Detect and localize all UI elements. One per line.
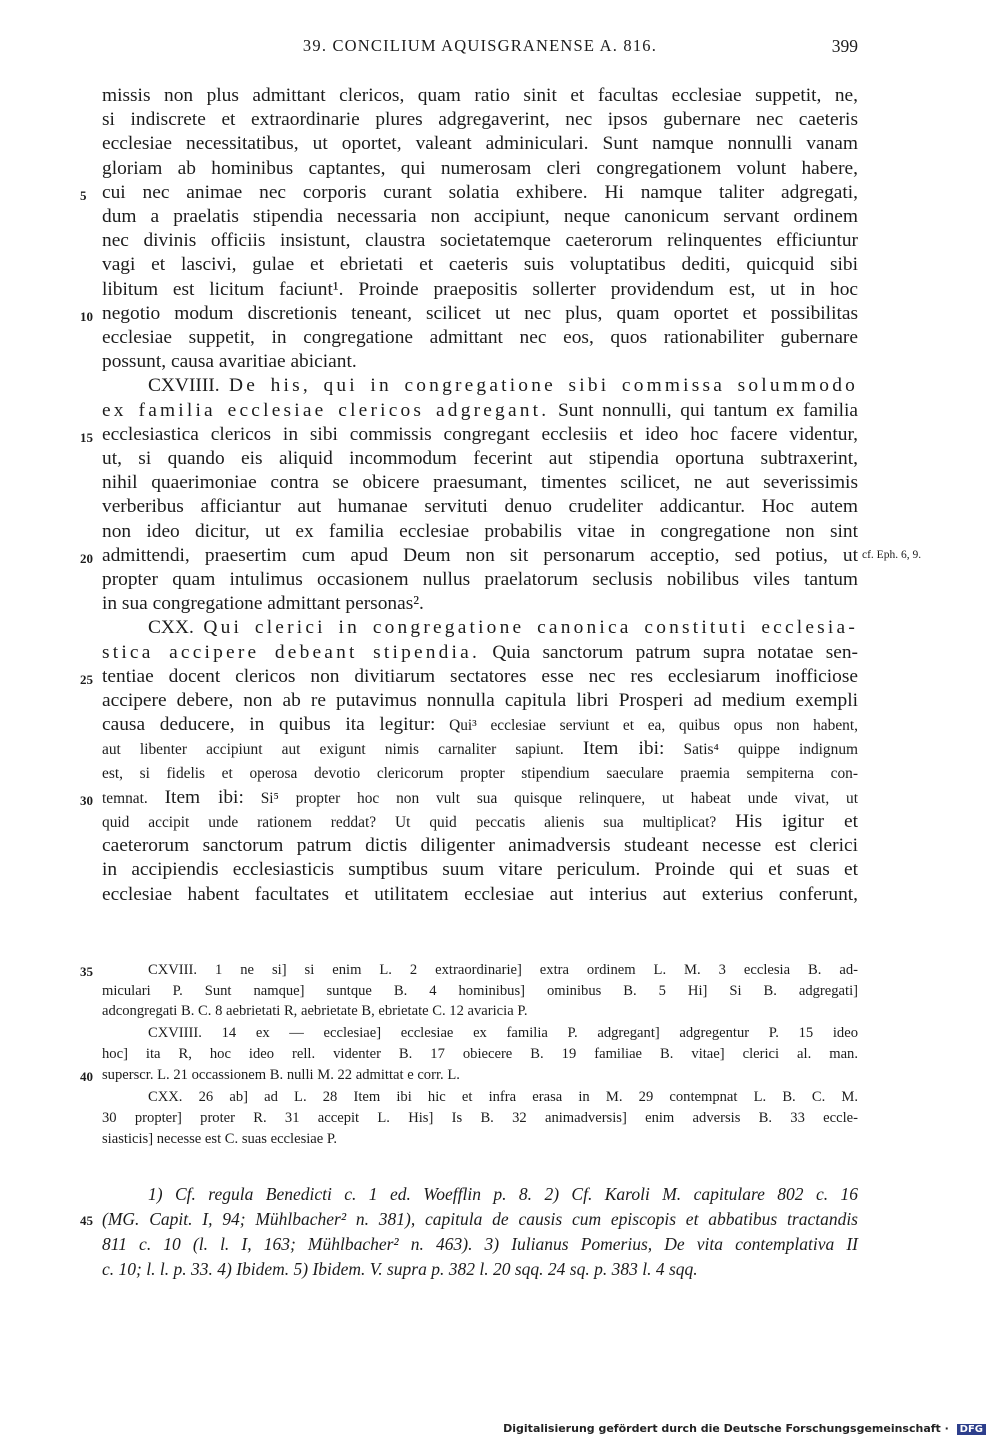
text-line [102, 713, 858, 738]
text-span: Item ibi: [164, 786, 244, 808]
text-line: dum a praelatis stipendia necessaria non accipiunt, neque canonicum servant ordinem [102, 206, 858, 227]
text-line: caeterorum sanctorum patrum dictis diligenter animadversis studeant necesse est clerici [102, 835, 858, 857]
text-line: nec divinis officiis insistunt, claustra societatemque caeterorum relinquentes efficiuntur [102, 230, 858, 252]
apparatus-line: CXX. 26 ab] ad L. 28 Item ibi hic et infra erasa in M. 29 contempnat L. B. C. M. [148, 1089, 858, 1105]
text-line: negotio modum discretionis teneant, scilicet ut nec plus, quam oportet et possibilitas [102, 302, 858, 324]
dfg-logo: DFG [957, 1424, 986, 1435]
text-line: in accipiendis ecclesiasticis sumptibus suum vitare periculum. Proinde qui et suas et [102, 859, 858, 881]
text-line: possunt, causa avaritiae abiciant. [102, 351, 357, 373]
text-line [102, 762, 858, 786]
text-line: ecclesiae suppetit, in congregatione admittant nec eos, quos rationabiliter gubernare [102, 327, 858, 348]
text-line: accipere debere, non ab re putavimus nonnulla capitula libri Prosperi ad medium exempli [102, 690, 858, 711]
text-line: ut, si quando eis aliquid incommodum fecerint aut stipendia oportuna subtraxerint, [102, 448, 858, 469]
text-line [102, 737, 858, 762]
line-number: 40 [80, 1069, 93, 1084]
apparatus-line: 30 propter] proter R. 31 accepit L. His] Is B. 32 animadversis] enim adversis B. 33 eccle- [102, 1110, 858, 1126]
line-number: 5 [80, 187, 87, 203]
text-span: His igitur et [735, 811, 858, 832]
apparatus-line: superscr. L. 21 occassionem B. nulli M. 22 admittat e corr. L. [102, 1067, 460, 1083]
quotation: Qui³ ecclesiae serviunt et ea, quibus opus non habent, [449, 717, 858, 735]
text-line: missis non plus admittant clericos, quam ratio sinit et facultas ecclesiae suppetit, ne, [102, 85, 858, 106]
apparatus-line: CXVIIII. 14 ex — ecclesiae] ecclesiae ex familia P. adgregant] adgregentur P. 15 ideo [148, 1025, 858, 1041]
margin-note: cf. Eph. 6, 9. [862, 548, 922, 561]
text-line: vagi et lascivi, gulae et ebrietati et caeteris suis voluptatibus dediti, quicquid sibi [102, 254, 858, 276]
apparatus-line: adcongregati B. C. 8 aebrietati R, aebrietate B, ebrietate C. 12 avaricia P. [102, 1003, 528, 1019]
chapter-number: CXX. [148, 617, 194, 639]
text-span: Item ibi: [582, 738, 665, 760]
text-line: cui nec animae nec corporis curant solatia exhibere. Hi namque taliter adgregati, [102, 181, 858, 203]
footnote-line: (MG. Capit. I, 94; Mühlbacher² n. 381), capitula de causis cum episcopis et abbatibus tractandis [102, 1209, 858, 1229]
running-title: 39. CONCILIUM AQUISGRANENSE A. 816. [302, 36, 658, 55]
dfg-footer [503, 1422, 986, 1435]
chapter-title: De his, qui in congregatione sibi commissa solummodo [229, 375, 858, 397]
chapter-number: CXVIIII. [148, 375, 220, 397]
text-line: ecclesiastica clericos in sibi commissis congregant ecclesiis et ideo hoc facere videntur, [102, 423, 858, 445]
chapter-heading-120-cont [102, 641, 858, 665]
page-number: 399 [831, 36, 858, 56]
running-header [102, 36, 858, 64]
line-number: 30 [80, 792, 93, 808]
chapter-title: Qui clerici in congregatione canonica constituti ecclesia- [203, 617, 858, 639]
text-line: gloriam ab hominibus captantes, qui numerosam cleri congregationem volunt habere, [102, 157, 858, 179]
line-number: 35 [80, 964, 93, 979]
text-span: Quia sanctorum patrum supra notatae sen- [492, 641, 858, 663]
line-number: 25 [80, 671, 93, 687]
text-line: nihil quaerimoniae contra se obicere praesumant, timentes scilicet, ne aut severissimis [102, 472, 858, 494]
line-number: 45 [80, 1213, 93, 1228]
text-line: propter quam intulimus occasionem nullus praelatorum seclusis nobilibus viles tantum [102, 569, 858, 590]
text-line: non ideo dicitur, ut ex familia ecclesiae probabilis vitae in congregatione non sint [102, 520, 858, 542]
chapter-title: ex familia ecclesiae clericos adgregant. [102, 399, 550, 421]
line-number: 10 [80, 308, 93, 324]
text-line [102, 786, 858, 811]
chapter-title: stica accipere debeant stipendia. [102, 641, 481, 663]
quotation: aut libenter accipiunt aut exigunt nimis carnaliter sapiunt. [102, 741, 564, 759]
text-line: si indiscrete et extraordinarie plures adgregaverint, nec ipsos gubernare nec caeteris [102, 109, 858, 131]
text-line: libitum est licitum faciunt¹. Proinde praepositis sollerter providendum est, ut in hoc [102, 278, 858, 300]
text-span: Sunt nonnulli, qui tantum ex familia [557, 399, 858, 421]
text-line: ecclesiae habent facultates et utilitatem ecclesiae aut interius aut exterius conferunt, [102, 883, 858, 905]
footnote-line: 1) Cf. regula Benedicti c. 1 ed. Woefflin p. 8. 2) Cf. Karoli M. capitulare 802 c. 16 [148, 1184, 858, 1204]
text-span: causa deducere, in quibus ita legitur: [102, 714, 436, 736]
quotation: Si⁵ propter hoc non vult sua quisque relinquere, ut habeat unde vivat, ut [260, 789, 858, 807]
text-line [102, 810, 858, 835]
text-line: tentiae docent clericos non divitiarum sectatores esse nec res ecclesiarum inofficiose [102, 665, 858, 687]
text-line: admittendi, praesertim cum apud Deum non sit personarum acceptio, sed potius, ut [102, 544, 858, 566]
chapter-heading-119-cont [102, 399, 858, 423]
chapter-heading-120 [102, 616, 858, 640]
apparatus-line: siasticis] necesse est C. suas ecclesiae P. [102, 1131, 338, 1147]
apparatus-line: CXVIII. 1 ne si] si enim L. 2 extraordinarie] extra ordinem L. M. 3 ecclesia B. ad- [148, 962, 858, 978]
quotation: temnat. [102, 789, 148, 807]
text-line: in sua congregatione admittant personas². [102, 593, 424, 615]
quotation: quid accipit unde rationem reddat? Ut quid peccatis alienis sua multiplicat? [102, 814, 717, 831]
line-number: 15 [80, 429, 93, 445]
apparatus-line: miculari P. Sunt namque] suntque B. 4 hominibus] ominibus B. 5 Hi] Si B. adgregati] [102, 983, 858, 999]
text-line: ecclesiae necessitatibus, ut oportet, valeant adminiculari. Sunt namque nonnulli vanam [102, 133, 858, 155]
line-number: 20 [80, 550, 93, 566]
footnote-line: c. 10; l. l. p. 33. 4) Ibidem. 5) Ibidem. V. supra p. 382 l. 20 sqq. 24 sq. p. 383 l. 4 sqq. [102, 1259, 698, 1279]
chapter-heading-119 [102, 374, 858, 398]
footnote-line: 811 c. 10 (l. l. I, 163; Mühlbacher² n. 463). 3) Iulianus Pomerius, De vita contemplativa II [102, 1234, 858, 1254]
quotation: Satis⁴ quippe indignum [683, 741, 858, 759]
quotation: est, si fidelis et operosa devotio clericorum propter stipendium saeculare praemia sempiterna con- [102, 764, 858, 782]
text-line: verberibus afficiantur aut humanae servituti denuo crudeliter addicantur. Hoc autem [102, 496, 858, 518]
dfg-footer-text: Digitalisierung gefördert durch die Deutsche Forschungsgemeinschaft · [503, 1422, 949, 1435]
apparatus-line: hoc] ita R, hoc ideo rell. videnter B. 17 obiecere B. 19 familiae B. vitae] clerici al. man. [102, 1046, 858, 1062]
